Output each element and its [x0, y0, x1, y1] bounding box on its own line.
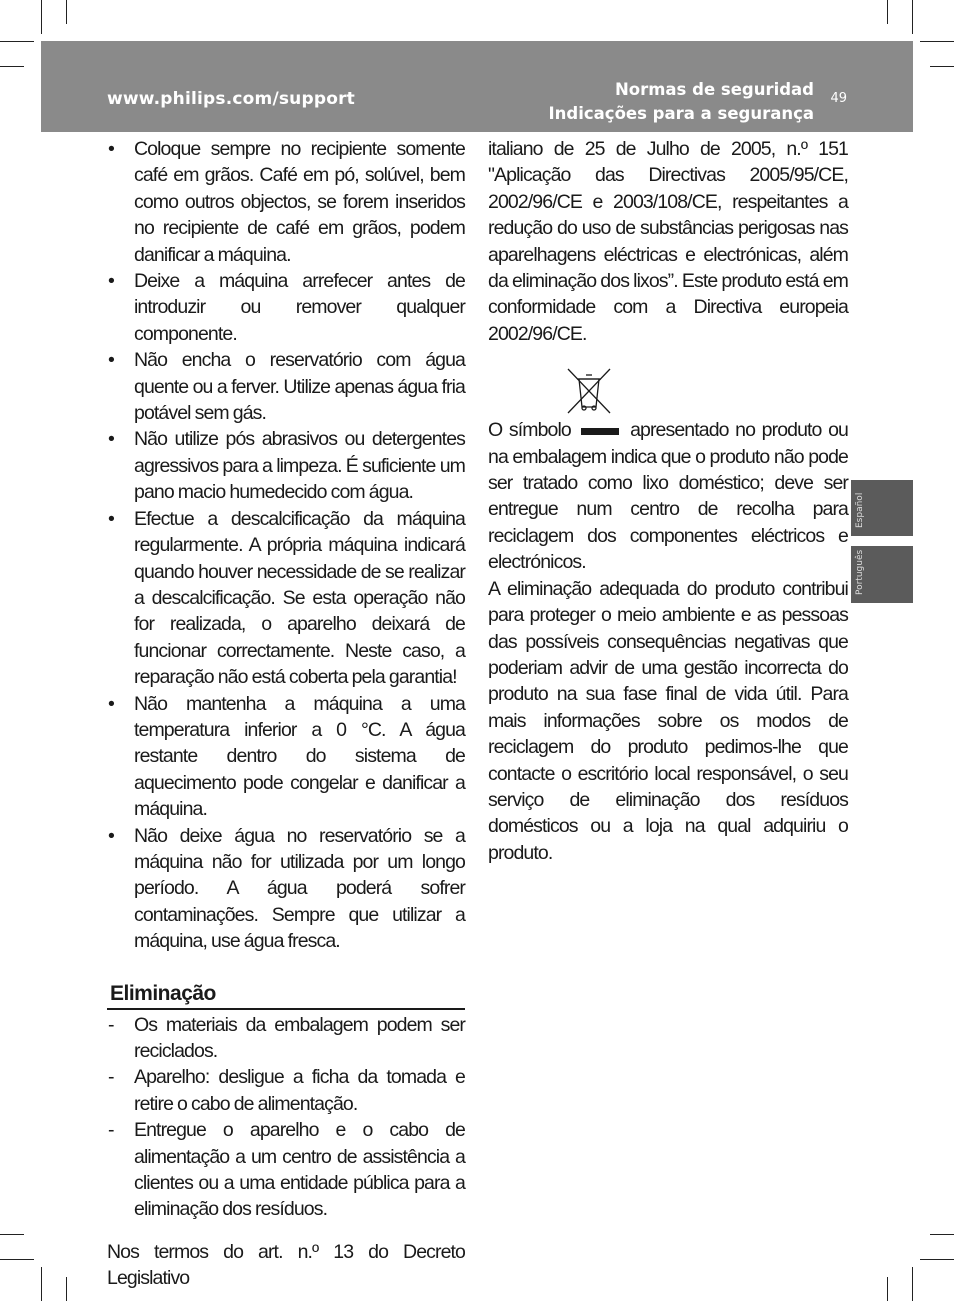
- list-item-text: Não mantenha a máquina a uma temperatura inferior a 0 °C. A água restante dentro do sistema de aquecimento pode congelar e danificar a máquina.: [134, 692, 465, 821]
- page-number: 49: [830, 91, 847, 106]
- black-bar-icon: [581, 428, 619, 435]
- bullet-marker: •: [108, 138, 114, 160]
- left-column: [107, 136, 465, 1292]
- page-header: [41, 41, 913, 132]
- list-item: [107, 823, 465, 955]
- list-item-text: Entregue o aparelho e o cabo de alimentação a um centro de assistência a clientes ou a uma entidade pública para a eliminação dos resíduos.: [134, 1119, 465, 1221]
- weee-text-rest: apresentado no produto ou na embalagem indica que o produto não pode ser tratado como lixo doméstico; deve ser entregue num centro de recolha para reciclagem dos componentes eléctricos e electrónicos.: [488, 419, 848, 574]
- list-item: [107, 426, 465, 505]
- list-item-text: Deixe a máquina arrefecer antes de introduzir ou remover qualquer componente.: [134, 270, 465, 345]
- section-title-eliminacao: Eliminação: [107, 980, 465, 1010]
- list-item: [107, 1117, 465, 1223]
- bullet-marker: •: [108, 507, 114, 530]
- list-item: [107, 268, 465, 347]
- environment-paragraph: A eliminação adequada do produto contribui para proteger o meio ambiente e as pessoas das possíveis consequências negativas que poderiam advir de uma gestão incorrecta do produto na sua fase final de vida útil. Para mais informações sobre os modos de reciclagem do produto pedimos-lhe que contacte o escritório local responsável, o seu serviço de eliminação dos resíduos domésticos ou a loja na qual adquiriu o produto.: [488, 577, 848, 864]
- list-item: [107, 136, 465, 268]
- list-item-text: Coloque sempre no recipiente somente café em grãos. Café em pó, solúvel, bem como outros objectos, se forem inseridos no recipiente de café em grãos, podem danificar a máquina.: [134, 138, 465, 266]
- safety-bullet-list: [107, 136, 465, 955]
- list-item: [107, 1064, 465, 1117]
- bullet-marker: •: [108, 824, 114, 847]
- list-item: [107, 347, 465, 426]
- right-column: [488, 136, 848, 866]
- decree-paragraph: Nos termos do art. n.º 13 do Decreto Legislativo: [107, 1240, 465, 1290]
- bullet-marker: •: [108, 270, 114, 293]
- bullet-marker: •: [108, 349, 114, 372]
- dash-marker: -: [108, 1013, 114, 1036]
- list-item: [107, 691, 465, 823]
- disposal-dash-list: [107, 1012, 465, 1223]
- list-item: [107, 1012, 465, 1065]
- bullet-marker: •: [108, 692, 114, 715]
- language-tab-portugues[interactable]: [851, 546, 913, 603]
- list-item-text: Os materiais da embalagem podem ser reciclados.: [134, 1013, 465, 1062]
- list-item-text: Aparelho: desligue a ficha da tomada e retire o cabo de alimentação.: [134, 1066, 465, 1115]
- list-item-text: Não utilize pós abrasivos ou detergentes agressivos para a limpeza. É suficiente um pano macio humedecido com água.: [134, 428, 465, 504]
- decree-continuation-paragraph: italiano de 25 de Julho de 2005, n.º 151 "Aplicação das Directivas 2005/95/CE, 2002/96/CE e 2003/108/CE, respeitantes a redução do uso de substâncias perigosas nas aparelhagens eléctricas e electrónicas, além da eliminação dos lixos”. Este produto está em conformidade com a Directiva europeia 2002/96/CE.: [488, 138, 848, 345]
- header-title-es: Normas de seguridad: [614, 80, 814, 99]
- crossed-out-wheelie-bin-icon: [566, 367, 612, 415]
- dash-marker: -: [108, 1119, 114, 1142]
- support-url[interactable]: www.philips.com/support: [107, 89, 356, 109]
- bullet-marker: •: [108, 428, 114, 451]
- list-item: [107, 506, 465, 691]
- list-item-text: Não deixe água no reservatório se a máquina não for utilizada por um longo período. A água poderá sofrer contaminações. Sempre que utilizar a máquina, use água fresca.: [134, 824, 465, 953]
- dash-marker: -: [108, 1066, 114, 1089]
- language-tab-label: Español: [855, 492, 865, 528]
- list-item-text: Efectue a descalcificação da máquina regularmente. A própria máquina indicará quando houver necessidade de se realizar a descalcificação. Se esta operação não for realizada, o aparelho deixará de funcionar correctamente. Neste caso, a reparação não está coberta pela garantia!: [134, 507, 465, 689]
- weee-paragraph: [488, 417, 848, 575]
- list-item-text: Não encha o reservatório com água quente ou a ferver. Utilize apenas água fria potável sem gás.: [134, 349, 465, 425]
- header-title-pt: Indicações para a segurança: [548, 104, 814, 123]
- weee-text-start: O símbolo: [488, 419, 571, 442]
- language-tab-espanol[interactable]: [851, 480, 913, 536]
- language-tab-label: Português: [855, 549, 865, 595]
